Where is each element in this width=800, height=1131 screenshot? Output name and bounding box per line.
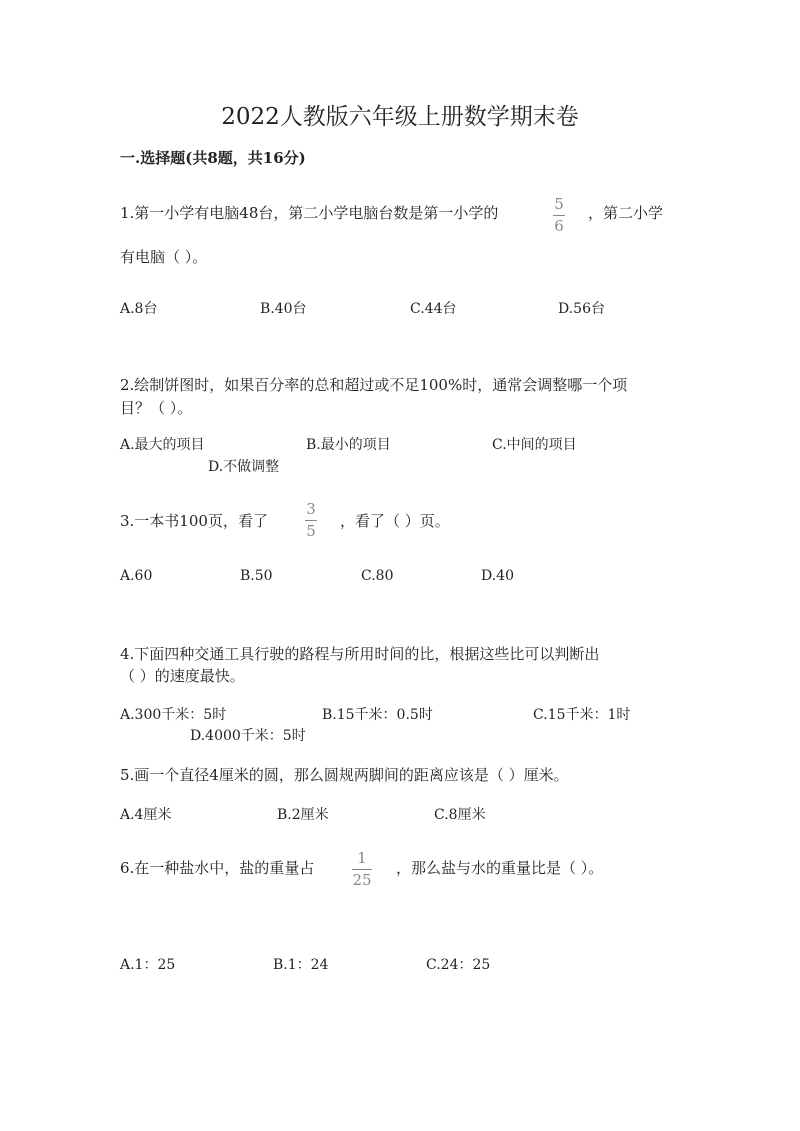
q4-option-c: C.15千米：1时 — [533, 707, 631, 723]
q3-fraction — [305, 502, 317, 539]
q2-option-a: A.最大的项目 — [120, 437, 205, 453]
q2-option-d: D.不做调整 — [208, 459, 280, 475]
q4-option-a: A.300千米：5时 — [120, 707, 227, 723]
q1-option-a: A.8台 — [120, 301, 158, 317]
page-title: 2022人教版六年级上册数学期末卷 — [221, 104, 579, 130]
q1-fraction-denominator: 6 — [554, 217, 564, 235]
q5-option-c: C.8厘米 — [434, 807, 486, 823]
q3-option-b: B.50 — [240, 568, 273, 584]
q2-option-b: B.最小的项目 — [306, 437, 391, 453]
q1-fraction-bar — [553, 215, 565, 216]
q3-option-d: D.40 — [481, 568, 514, 584]
q6-fraction — [352, 851, 372, 888]
q4-stem-part-2: （ ）的速度最快。 — [120, 667, 245, 685]
q3-stem-part-2: ，看了（ ）页。 — [340, 512, 450, 530]
q6-fraction-denominator: 25 — [352, 871, 372, 889]
q6-stem-part-1: 6.在一种盐水中，盐的重量占 — [120, 859, 315, 877]
q4-stem-part-1: 4.下面四种交通工具行驶的路程与所用时间的比，根据这些比可以判断出 — [120, 645, 600, 663]
q6-fraction-bar — [352, 869, 372, 870]
q4-option-b: B.15千米：0.5时 — [322, 707, 433, 723]
q1-stem-part-3: 有电脑（ ）。 — [120, 248, 208, 266]
q5-option-a: A.4厘米 — [120, 807, 172, 823]
q3-option-c: C.80 — [361, 568, 394, 584]
q1-option-b: B.40台 — [260, 301, 307, 317]
q2-option-c: C.中间的项目 — [492, 437, 577, 453]
q5-option-b: B.2厘米 — [277, 807, 329, 823]
q6-option-c: C.24：25 — [426, 957, 491, 973]
q2-stem-part-1: 2.绘制饼图时，如果百分率的总和超过或不足100%时，通常会调整哪一个项 — [120, 376, 628, 394]
q1-option-d: D.56台 — [558, 301, 605, 317]
q6-option-b: B.1：24 — [273, 957, 329, 973]
q6-stem-part-2: ，那么盐与水的重量比是（ ）。 — [396, 859, 604, 877]
q3-option-a: A.60 — [120, 568, 153, 584]
q3-fraction-numerator: 3 — [306, 500, 316, 518]
q6-fraction-numerator: 1 — [357, 849, 367, 867]
q5-stem: 5.画一个直径4厘米的圆，那么圆规两脚间的距离应该是（ ）厘米。 — [120, 766, 569, 784]
q4-option-d: D.4000千米：5时 — [190, 728, 306, 744]
section-heading: 一.选择题(共8题，共16分) — [120, 149, 306, 167]
q3-stem-part-1: 3.一本书100页，看了 — [120, 512, 268, 530]
q6-option-a: A.1：25 — [120, 957, 176, 973]
q1-fraction — [553, 197, 565, 234]
q1-stem-part-1: 1.第一小学有电脑48台，第二小学电脑台数是第一小学的 — [120, 204, 499, 222]
q1-option-c: C.44台 — [410, 301, 457, 317]
q3-fraction-bar — [305, 520, 317, 521]
q1-stem-part-2: ，第二小学 — [588, 204, 664, 222]
q3-fraction-denominator: 5 — [306, 522, 316, 540]
q1-fraction-numerator: 5 — [554, 195, 564, 213]
q2-stem-part-2: 目？（ ）。 — [120, 399, 193, 417]
